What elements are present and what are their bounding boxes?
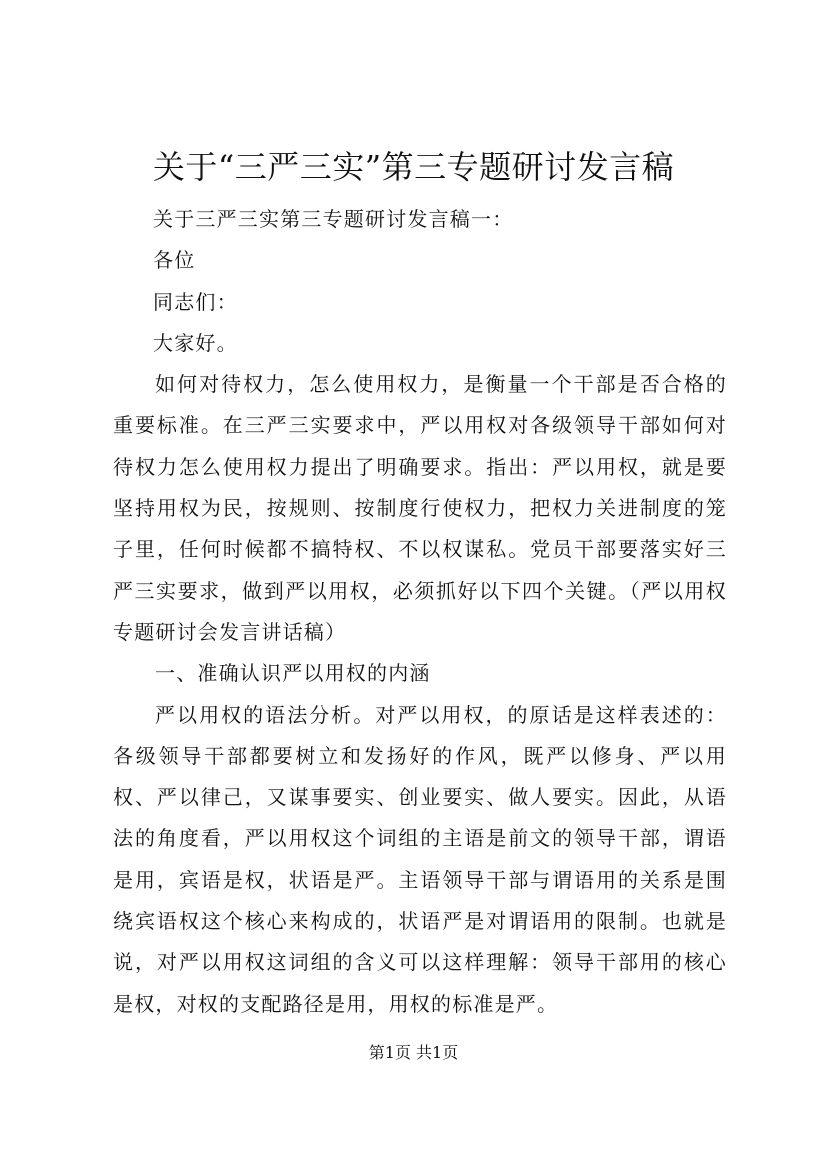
paragraph-subtitle: 关于三严三实第三专题研讨发言稿一： (153, 207, 514, 231)
paragraph-salutation: 各位 (153, 248, 196, 273)
document-body (113, 199, 727, 1025)
paragraph-salutation-2: 同志们： (153, 289, 238, 314)
page-number: 第1页 共1页 (368, 1043, 459, 1062)
paragraph-analysis: 严以用权的语法分析。对严以用权，的原话是这样表述的：各级领导干部都要树立和发扬好的作风，既严以修身、严以用权、严以律己，又谋事要实、创业要实、做人要实。因此，从语法的角度看，严以用权这个词组的主语是前文的领导干部，谓语是用，宾语是权，状语是严。主语领导干部与谓语用的关系是围绕宾语权这个核心来构成的，状语严是对谓语用的限制。也就是说，对严以用权这词组的含义可以这样理解：领导干部用的核心是权，对权的支配路径是用，用权的标准是严。 (113, 702, 727, 1016)
paragraph-greeting: 大家好。 (153, 330, 238, 355)
paragraph-intro: 如何对待权力，怎么使用权力，是衡量一个干部是否合格的重要标准。在三严三实要求中，严以用权对各级领导干部如何对待权力怎么使用权力提出了明确要求。指出：严以用权，就是要坚持用权为民，按规则、按制度行使权力，把权力关进制度的笼子里，任何时候都不搞特权、不以权谋私。党员干部要落实好三严三实要求，做到严以用权，必须抓好以下四个关键。（严以用权专题研讨会发言讲话稿） (113, 372, 727, 644)
document-title: 关于“三严三实”第三专题研讨发言稿 (152, 148, 675, 186)
section-heading: 一、准确认识严以用权的内涵 (155, 661, 431, 686)
